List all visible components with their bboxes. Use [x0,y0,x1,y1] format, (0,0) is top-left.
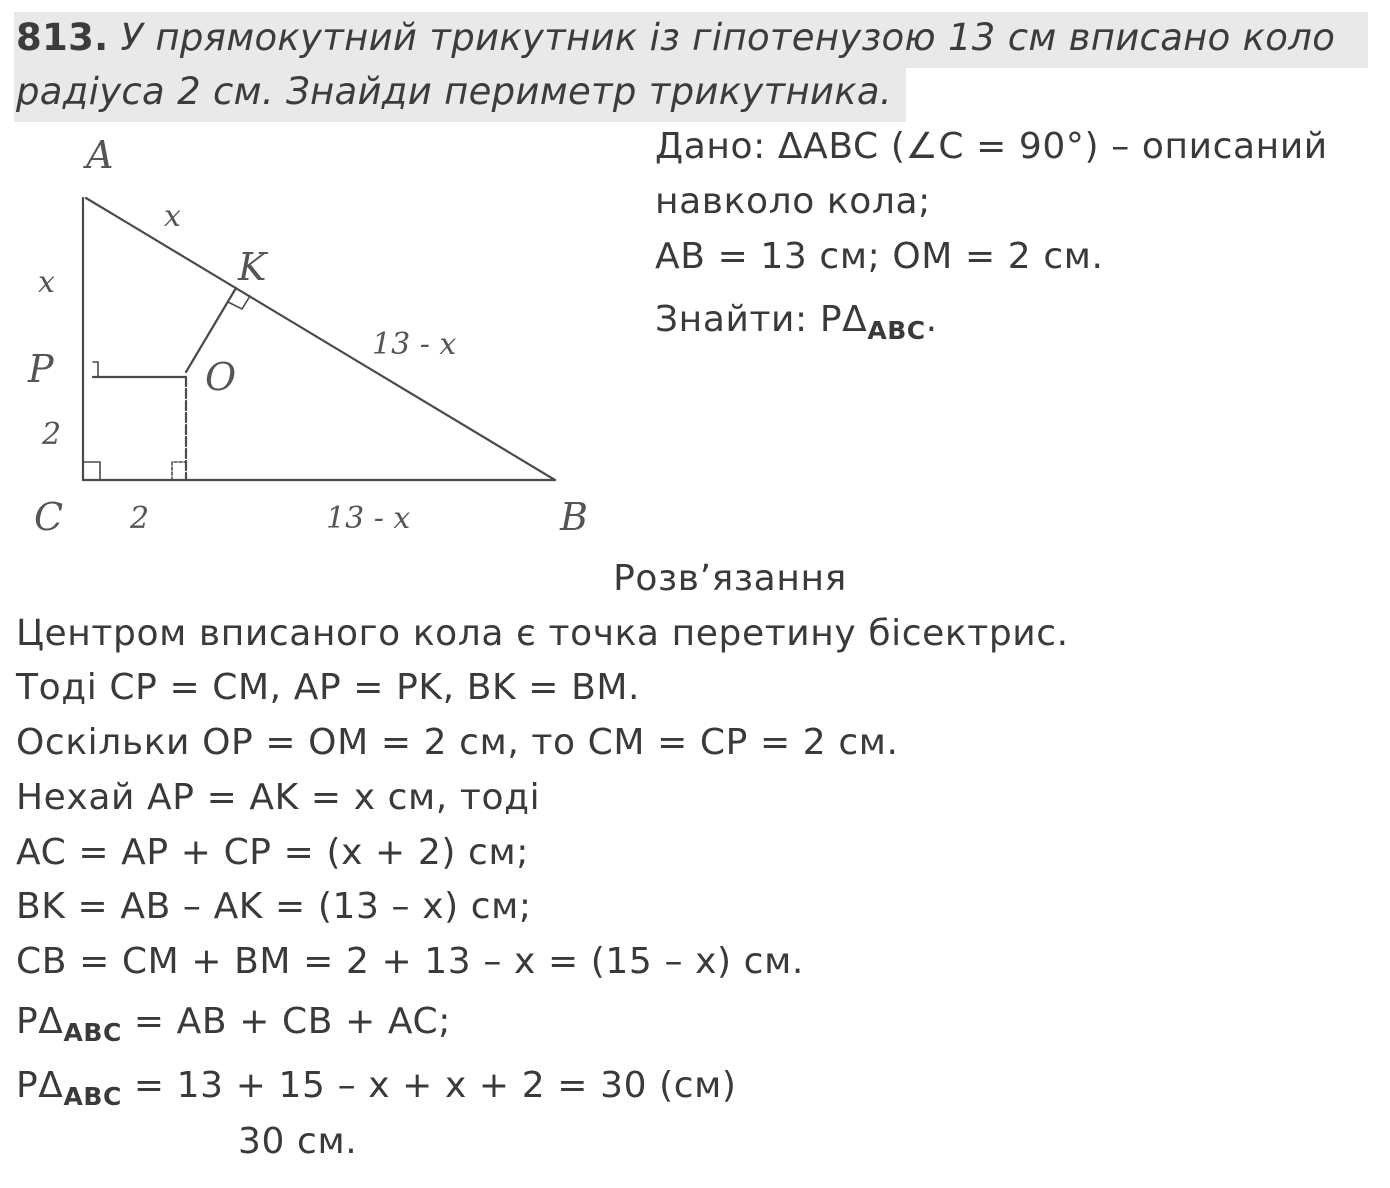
problem-line-2: радіуса 2 см. Знайди периметр трикутника. [16,70,892,113]
solution-line: BK = AB – AK = (13 – x) см; [16,886,532,927]
segment-ap-label: x [38,265,55,300]
vertex-c-label: C [34,495,64,539]
find-line [655,298,938,345]
solution-line: AC = AP + CP = (x + 2) см; [16,832,529,873]
solution-line: Нехай AP = AK = x см, тоді [16,777,541,818]
vertex-a-label: A [86,133,114,177]
hypotenuse-ab [86,198,555,480]
perimeter-prefix: PΔ [16,1065,64,1106]
problem-text-1: У прямокутний трикутник із гіпотенузою 13 см вписано коло [120,16,1336,59]
find-subscript: ABC [867,316,926,345]
vertex-b-label: B [560,495,588,539]
find-prefix: Знайти: PΔ [655,299,868,340]
segment-cm-label: 2 [130,501,150,536]
solution-line: CB = CM + BM = 2 + 13 – x = (15 – x) см. [16,941,804,982]
triangle-sketch [0,110,640,550]
perimeter-calc-line [16,1064,737,1111]
perimeter-prefix: PΔ [16,1001,64,1042]
segment-mb-label: 13 - x [326,501,411,536]
solution-line: Оскільки OP = OM = 2 см, то CM = CP = 2 см. [16,722,899,763]
solution-line: Тоді CP = CM, AP = PK, BK = BM. [16,667,641,708]
point-p-label: P [28,347,54,391]
point-k-label: K [238,245,267,289]
solution-heading: Розв’язання [613,558,847,599]
perimeter-subscript: ABC [63,1082,122,1111]
perimeter-formula-line [16,1000,451,1047]
problem-line-1 [16,14,1335,62]
right-angle-c [83,462,100,480]
segment-pc-label: 2 [42,417,62,452]
find-suffix: . [925,299,938,340]
segment-kb-label: 13 - x [372,327,457,362]
perimeter-formula: = AB + CB + AC; [121,1001,451,1042]
problem-number: 813. [16,16,109,59]
solution-line: Центром вписаного кола є точка перетину бісектрис. [16,613,1069,654]
answer: 30 см. [238,1121,358,1162]
given-line-2: навколо кола; [655,181,931,222]
segment-ak-label: x [164,199,181,234]
point-o-label: O [205,355,237,399]
given-line-1: Дано: ΔABC (∠C = 90°) – описаний [655,126,1328,167]
perimeter-calc: = 13 + 15 – x + x + 2 = 30 (см) [121,1065,737,1106]
right-angle-m [172,462,186,480]
given-line-3: AB = 13 см; OM = 2 см. [655,236,1104,277]
perimeter-subscript: ABC [63,1018,122,1047]
right-angle-p [93,362,98,377]
